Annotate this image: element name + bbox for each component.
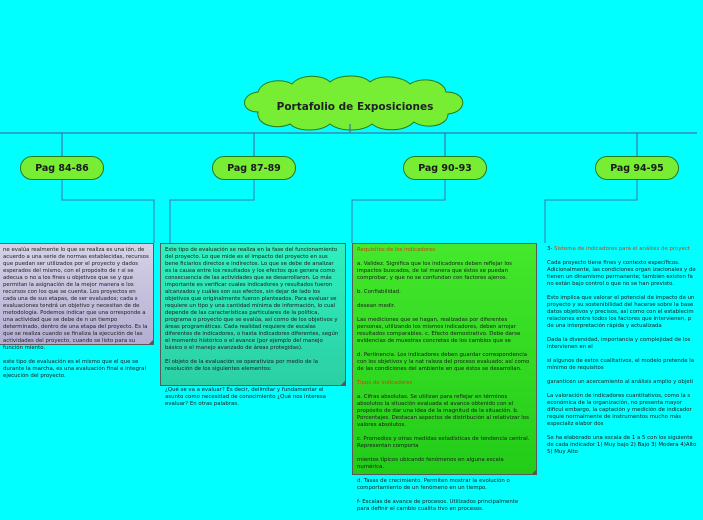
note-paragraph: Esto implica que valorar el potencial de impacto de un proyecto y su sostenibilidad del hacerse sobre la base datos objetivos y precisos, así como con el establecim relaciones entre todos los factores que intervienen, p de una interpretación rápida y actualizada xyxy=(547,295,695,329)
note-paragraph: d. Tasas de crecimiento. Permiten mostrar la evolución o comportamiento de un fenómeno en un tiempo. xyxy=(357,478,510,491)
note-heading-tipos: Tipos de indicadores xyxy=(357,380,413,386)
note-paragraph: d. Pertinencia. Los indicadores deben guardar correspondencia con los objetivos y la nat raleza del proceso evaluado; así como de las condiciones del ambiente en que éstos se desarrollan. xyxy=(357,352,530,372)
note-pag-84-86[interactable] xyxy=(0,243,154,379)
note-paragraph: a. Validez. Significa que los indicadores deben reflejar los impactos buscados, de tal manera que éstos se puedan comprobar, y que no se confundan con factores ajenos. xyxy=(357,261,512,281)
note-paragraph: Este tipo de evaluación se realiza en la fase del funcionamiento del proyecto. Lo que mide es el impacto del proyecto en sus bene ficiarios directos e indirectos. Lo que se debe de analizar es la causa entre los resultados y los efectos que genera como consecuencia de las actividades que se desarrollaron. Lo más importante es verificar cuales indicadores y resultados fueron alcanzados y cuáles son sus efectos, sin dejar de lado los objetivos que originalmente fueron planteados. Para evaluar se requiere un tipo y una cantidad mínima de información, lo cual depende de las características particulares de la política, programa o proyecto que se evalúa, así como de los objetivos y áreas programáticas. Cada realidad requiere de escalas diferentes de indicadores, o hasta indicadores diferentes, según el momento histórico o el avance (por ejemplo del manejo básico o el manejo avanzado de áreas protegidas). xyxy=(165,247,339,351)
central-topic-title[interactable]: Portafolio de Exposiciones xyxy=(276,101,434,113)
note-paragraph: Dada la diversidad, importancia y complejidad de los intervienen en el xyxy=(547,337,691,350)
note-paragraph: ne evalúa realmente lo que se realiza es una ión, de acuerdo a una serie de normas establecidas, recursos que puedan ser utilizados por el proyecto y dados esperados del mismo, con el propósito de r si se adecua o no a los fines u objetivos que se y que permitan la asignación de la mejor manera e los recursos con los que se cuenta. Los proyectos en cada una de sus etapas, de ser evaluados; cada s evaluaciones tendrá un objetivo y necesitan de de metodología. Podemos indicar que una orresponde a una actividad que se debe de n un tiempo determinado, dentro de una etapa del proyecto. Es la que se realiza cuando se finaliza la ejecución de las actividades del proyecto, cuando se listo para su función miento. xyxy=(3,247,149,351)
note-pag-90-93[interactable] xyxy=(352,243,537,512)
note-paragraph: Se ha elaborado una escala de 1 a 5 con los siguiente de cada indicador 1) Muy bajo 2) Bajo 3) Modera 4)Alto 5) Muy Alto xyxy=(547,435,697,455)
note-corner-fold xyxy=(149,340,153,344)
topic-pag-84-86[interactable]: Pag 84-86 xyxy=(20,156,104,180)
note-heading-sistema xyxy=(547,246,699,253)
topic-pag-87-89[interactable]: Pag 87-89 xyxy=(212,156,296,180)
note-corner-fold xyxy=(341,381,345,385)
note-corner-fold xyxy=(532,470,536,474)
note-paragraph: c. Promedios y otras medidas estadísticas de tendencia central. Representan comporta xyxy=(357,436,530,449)
note-paragraph: este tipo de evaluación es el mismo que el que se durante la marcha, es una evaluación final e integral ejecución del proyecto. xyxy=(3,359,146,379)
note-paragraph: Cada proyecto tiene fines y contexto específicos. Adicionalmente, las condiciones organ izacionales y de tienen un dinamismo permanente; también existen fa no están bajo control o que no se han previsto. xyxy=(547,260,696,287)
note-heading-prefix: 3- xyxy=(547,246,555,252)
note-heading-requisitos: Requisitos de los indicadores xyxy=(357,247,436,253)
note-pag-94-95[interactable] xyxy=(543,243,703,455)
topic-pag-90-93[interactable]: Pag 90-93 xyxy=(403,156,487,180)
note-paragraph: a. Cifras absolutas. Se utilizan para reflejar en términos absolutos la situación evaluada el avance obtenido con el propósito de dar una idea de la magnitud de la situación. b. Porcentajes. Destacan aspectos de distribución al relativizar los valores absolutos. xyxy=(357,394,529,428)
note-paragraph: si algunos de estos cualitativos, el modelo pretende la mínimo de requisitos xyxy=(547,358,695,371)
note-heading-text: Sistema de indicadores para el análisis de proyect xyxy=(554,246,690,252)
note-paragraph: f- Escalas de avance de procesos. Utilizados principalmente para definir el cambio cualita tivo en procesos. xyxy=(357,499,519,512)
note-pag-87-89[interactable] xyxy=(160,243,346,407)
note-paragraph: desean medir. xyxy=(357,303,396,309)
topic-pag-94-95[interactable]: Pag 94-95 xyxy=(595,156,679,180)
note-paragraph: mientos típicos ubicando fenómenos en alguna escala numérica. xyxy=(357,457,504,470)
note-paragraph: b. Confiabilidad. xyxy=(357,289,401,295)
note-paragraph: La valoración de indicadores cuantitativos, como la s económica de la organización, no presenta mayor dificul embargo, la captación y medición de indicador requie normalmente de instrumentos mucho más especializ elabor dos xyxy=(547,393,692,427)
note-paragraph: El objeto de la evaluación se operativiza por medio de la resolución de los siguientes elementos: xyxy=(165,359,319,372)
note-paragraph: Las mediciones que se hagan, realizadas por diferentes personas, utilizando los mismos indicadores, deben arrojar resultados comparables. c. Efecto demostrativo. Debe darse evidencias de muestras concretas de los cambios que se xyxy=(357,317,521,344)
note-paragraph: ¿Qué se va a evaluar? Es decir, delimitar y fundamentar el asunto como necesidad de conocimiento ¿Qué nos interesa evaluar? En otras palabras. xyxy=(165,387,326,407)
note-paragraph: garanticen un acercamiento al análisis amplio y objeti xyxy=(547,379,694,385)
